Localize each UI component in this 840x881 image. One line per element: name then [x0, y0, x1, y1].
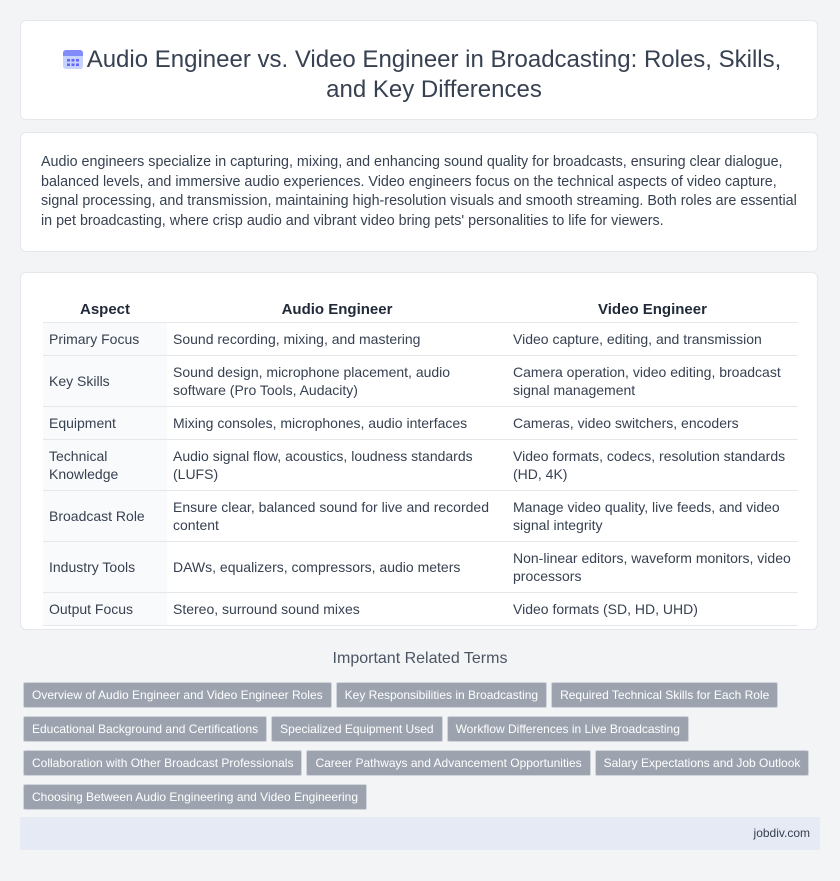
related-term-tag[interactable]: Required Technical Skills for Each Role [551, 682, 778, 708]
row-audio: Stereo, surround sound mixes [167, 593, 507, 626]
row-video: Non-linear editors, waveform monitors, video processors [507, 542, 798, 593]
row-aspect: Broadcast Role [43, 491, 167, 542]
related-term-tag[interactable]: Choosing Between Audio Engineering and Video Engineering [23, 784, 367, 810]
related-term-tag[interactable]: Educational Background and Certifications [23, 716, 267, 742]
table-row [43, 323, 798, 356]
row-aspect: Key Skills [43, 356, 167, 407]
related-term-tag[interactable]: Workflow Differences in Live Broadcasting [447, 716, 689, 742]
related-term-tag[interactable]: Key Responsibilities in Broadcasting [336, 682, 547, 708]
row-aspect: Primary Focus [43, 323, 167, 356]
table-header-row [43, 294, 798, 323]
table-row [43, 593, 798, 626]
intro-card [20, 132, 818, 252]
row-audio: DAWs, equalizers, compressors, audio meters [167, 542, 507, 593]
related-terms-title: Important Related Terms [332, 650, 508, 667]
title-card [20, 20, 818, 120]
footer [20, 817, 820, 850]
table-row [43, 542, 798, 593]
header-aspect: Aspect [43, 294, 167, 323]
comparison-table [43, 294, 798, 626]
row-audio: Audio signal flow, acoustics, loudness standards (LUFS) [167, 440, 507, 491]
row-video: Video capture, editing, and transmission [507, 323, 798, 356]
row-video: Cameras, video switchers, encoders [507, 407, 798, 440]
row-audio: Mixing consoles, microphones, audio interfaces [167, 407, 507, 440]
table-row [43, 356, 798, 407]
page-title: Audio Engineer vs. Video Engineer in Broadcasting: Roles, Skills, and Key Differences [86, 46, 782, 103]
row-audio: Ensure clear, balanced sound for live and recorded content [167, 491, 507, 542]
related-term-tag[interactable]: Collaboration with Other Broadcast Professionals [23, 750, 302, 776]
table-row [43, 407, 798, 440]
header-video-engineer: Video Engineer [507, 294, 798, 323]
related-term-tag[interactable]: Salary Expectations and Job Outlook [595, 750, 810, 776]
row-video: Video formats, codecs, resolution standards (HD, 4K) [507, 440, 798, 491]
row-video: Camera operation, video editing, broadcast signal management [507, 356, 798, 407]
row-video: Video formats (SD, HD, UHD) [507, 593, 798, 626]
row-audio: Sound design, microphone placement, audio software (Pro Tools, Audacity) [167, 356, 507, 407]
row-aspect: Output Focus [43, 593, 167, 626]
related-terms-tags [23, 682, 823, 818]
table-row [43, 440, 798, 491]
row-audio: Sound recording, mixing, and mastering [167, 323, 507, 356]
footer-site-link[interactable]: jobdiv.com [753, 826, 810, 840]
table-row [43, 491, 798, 542]
related-term-tag[interactable]: Career Pathways and Advancement Opportunities [306, 750, 590, 776]
row-aspect: Industry Tools [43, 542, 167, 593]
intro-paragraph: Audio engineers specialize in capturing, mixing, and enhancing sound quality for broadcasts, ensuring clear dialogue, balanced levels, and immersive audio experiences. Video engineers focus on the technical aspects of video capture, signal processing, and transmission, maintaining high-resolution visuals and smooth streaming. Both roles are essential in pet broadcasting, where crisp audio and vibrant video bring pets' personalities to life for viewers. [41, 154, 797, 229]
row-video: Manage video quality, live feeds, and video signal integrity [507, 491, 798, 542]
row-aspect: Equipment [43, 407, 167, 440]
header-audio-engineer: Audio Engineer [167, 294, 507, 323]
row-aspect: Technical Knowledge [43, 440, 167, 491]
related-term-tag[interactable]: Overview of Audio Engineer and Video Engineer Roles [23, 682, 332, 708]
comparison-table-card [20, 272, 818, 630]
related-term-tag[interactable]: Specialized Equipment Used [271, 716, 442, 742]
